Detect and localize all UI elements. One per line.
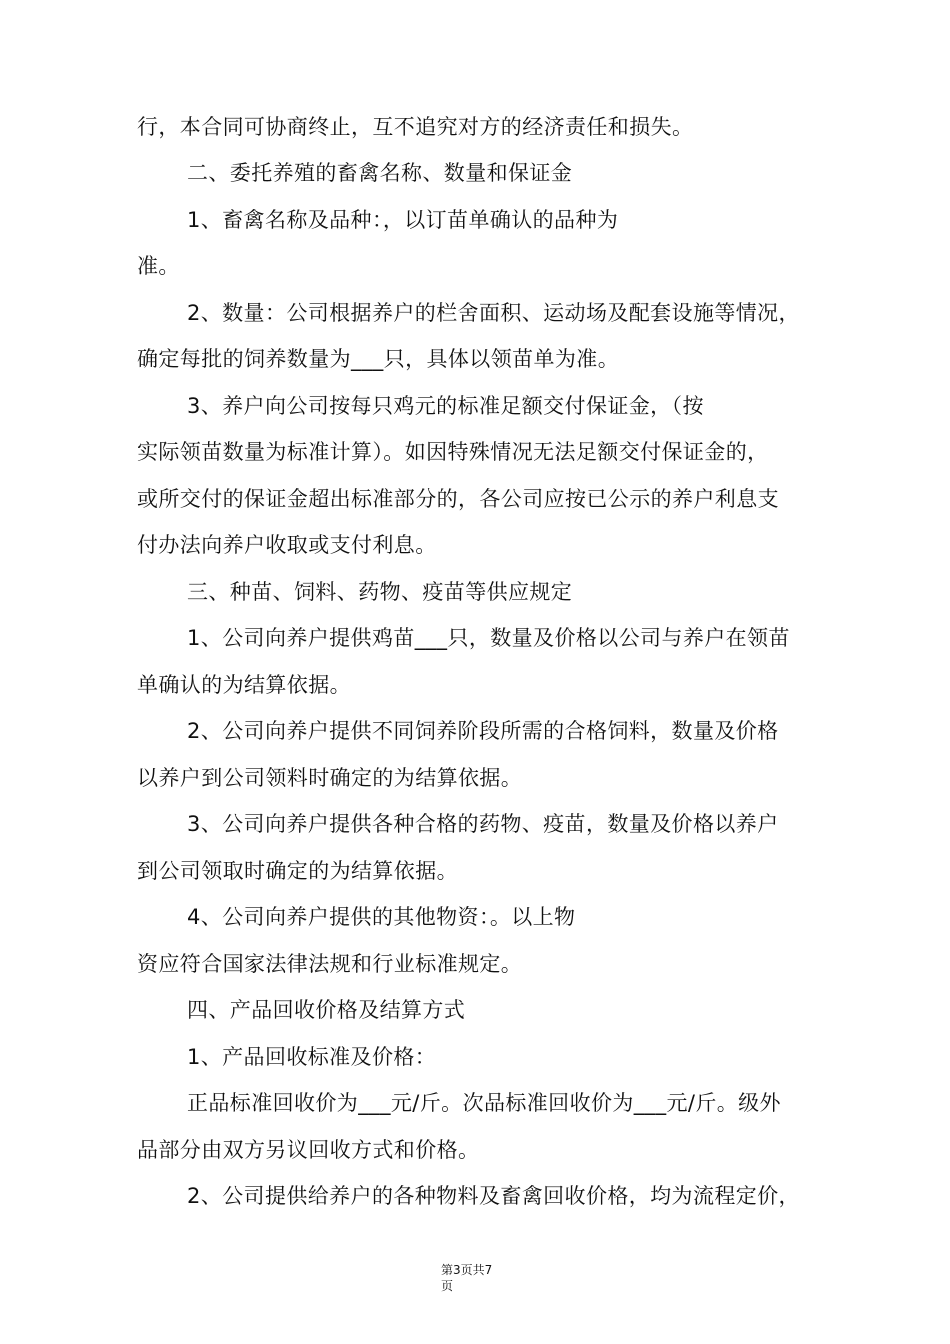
page-number: 第3页共7 <box>441 1263 493 1277</box>
paragraph-line: 实际领苗数量为标准计算）。如因特殊情况无法足额交付保证金的， <box>137 440 769 464</box>
paragraph-line: 品部分由双方另议回收方式和价格。 <box>137 1138 480 1162</box>
paragraph-line: 3、公司向养户提供各种合格的药物、疫苗，数量及价格以养户 <box>187 812 779 836</box>
paragraph-line: 准。 <box>137 254 180 278</box>
page-number-continuation: 页 <box>441 1279 454 1293</box>
paragraph-line: 2、数量：公司根据养户的栏舍面积、运动场及配套设施等情况， <box>187 301 800 325</box>
section-heading: 三、种苗、饲料、药物、疫苗等供应规定 <box>187 580 573 604</box>
paragraph-line: 以养户到公司领料时确定的为结算依据。 <box>137 766 523 790</box>
paragraph-line: 付办法向养户收取或支付利息。 <box>137 533 437 557</box>
paragraph-line: 确定每批的饲养数量为___只，具体以领苗单为准。 <box>137 347 620 371</box>
paragraph-line: 或所交付的保证金超出标准部分的，各公司应按已公示的养户利息支 <box>137 487 779 511</box>
paragraph-line: 1、公司向养户提供鸡苗___只，数量及价格以公司与养户在领苗 <box>187 626 790 650</box>
paragraph-line: 资应符合国家法律法规和行业标准规定。 <box>137 952 523 976</box>
paragraph-line: 1、产品回收标准及价格： <box>187 1045 437 1069</box>
paragraph-line: 1、畜禽名称及品种：，以订苗单确认的品种为 <box>187 208 619 232</box>
paragraph-line: 单确认的为结算依据。 <box>137 673 351 697</box>
paragraph-line: 3、养户向公司按每只鸡元的标准足额交付保证金，（按 <box>187 394 704 418</box>
section-heading: 二、委托养殖的畜禽名称、数量和保证金 <box>187 161 573 185</box>
paragraph-line: 4、公司向养户提供的其他物资：。以上物 <box>187 905 576 929</box>
section-heading: 四、产品回收价格及结算方式 <box>187 998 466 1022</box>
paragraph-line: 正品标准回收价为___元/斤。次品标准回收价为___元/斤。级外 <box>187 1091 781 1115</box>
paragraph-line: 2、公司提供给养户的各种物料及畜禽回收价格，均为流程定价， <box>187 1184 800 1208</box>
paragraph-line: 2、公司向养户提供不同饲养阶段所需的合格饲料，数量及价格 <box>187 719 779 743</box>
paragraph-line: 到公司领取时确定的为结算依据。 <box>137 859 458 883</box>
paragraph-line: 行，本合同可协商终止，互不追究对方的经济责任和损失。 <box>137 115 694 139</box>
